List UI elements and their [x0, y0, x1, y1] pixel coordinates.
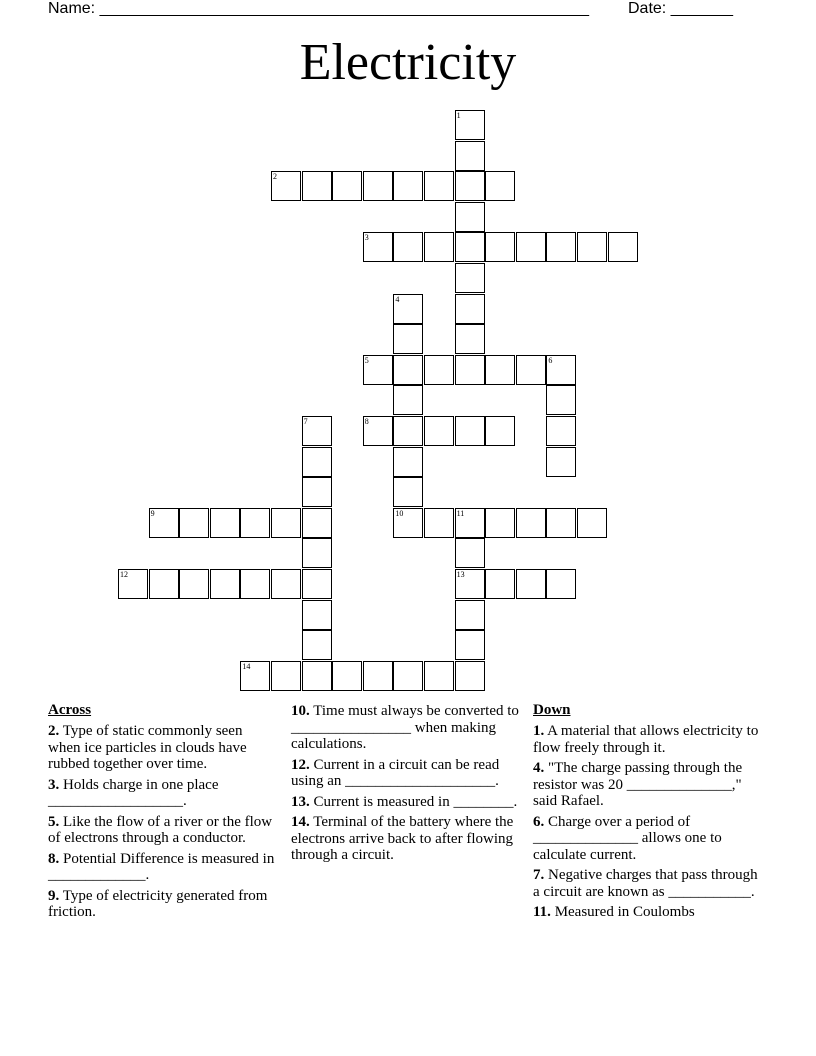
grid-cell[interactable]	[393, 416, 423, 446]
clue-text: Terminal of the battery where the electrons arrive back to after flowing through a circuit.	[291, 814, 514, 863]
grid-cell[interactable]	[332, 661, 362, 691]
grid-cell[interactable]	[393, 171, 423, 201]
across-clue	[291, 814, 523, 864]
clue-number-label: 8.	[48, 850, 60, 867]
grid-cell[interactable]	[516, 508, 546, 538]
grid-cell[interactable]	[302, 477, 332, 507]
clue-text: Type of electricity generated from friction.	[48, 887, 268, 920]
down-clue-list	[533, 723, 761, 921]
down-clue	[533, 723, 761, 756]
clue-number: 6	[548, 355, 553, 365]
clue-number-label: 10.	[291, 703, 310, 719]
grid-cell[interactable]	[393, 294, 423, 324]
grid-cell[interactable]	[455, 294, 485, 324]
across-clue	[48, 777, 276, 810]
grid-cell[interactable]	[516, 232, 546, 262]
clue-text: Potential Difference is measured in _____________.	[48, 850, 275, 883]
clue-number: 9	[150, 508, 155, 518]
grid-cell[interactable]	[302, 630, 332, 660]
grid-cell[interactable]	[393, 232, 423, 262]
grid-cell[interactable]	[608, 232, 638, 262]
across-clue	[291, 794, 523, 811]
across-clue	[48, 723, 276, 773]
grid-cell[interactable]	[455, 569, 485, 599]
clue-number: 8	[364, 417, 369, 426]
grid-cell[interactable]	[546, 232, 576, 262]
clue-text: "The charge passing through the resistor was 20 ______________," said Rafael.	[533, 760, 743, 809]
grid-cell[interactable]	[302, 416, 332, 446]
clue-text: Measured in Coulombs	[550, 904, 695, 920]
grid-cell[interactable]	[302, 538, 332, 568]
grid-cell[interactable]	[577, 508, 607, 538]
clue-number-label: 11.	[533, 904, 551, 920]
grid-cell[interactable]	[546, 385, 576, 415]
grid-cell[interactable]	[424, 661, 454, 691]
clue-number: 13	[456, 570, 465, 579]
clue-number-label: 12.	[291, 756, 310, 773]
clue-number: 14	[242, 661, 251, 671]
clue-number: 1	[456, 111, 461, 120]
clue-text: Negative charges that pass through a circuit are known as ___________.	[533, 867, 758, 900]
grid-cell[interactable]	[546, 508, 576, 538]
grid-cell[interactable]	[455, 110, 485, 140]
grid-cell[interactable]	[393, 661, 423, 691]
name-field[interactable]: Name: _______________________________________________________	[48, 0, 589, 17]
grid-cell[interactable]	[424, 416, 454, 446]
across-clue	[291, 703, 523, 753]
grid-cell[interactable]	[302, 600, 332, 630]
grid-cell[interactable]	[516, 569, 546, 599]
grid-cell[interactable]	[485, 416, 515, 446]
grid-cell[interactable]	[546, 416, 576, 446]
grid-cell[interactable]	[393, 508, 423, 538]
grid-cell[interactable]	[302, 508, 332, 538]
down-clue	[533, 760, 761, 810]
clue-number-label: 7.	[533, 867, 545, 883]
grid-cell[interactable]	[118, 569, 148, 599]
clue-number: 5	[364, 355, 369, 365]
clue-number: 10	[395, 508, 404, 518]
grid-cell[interactable]	[149, 569, 179, 599]
clue-text: Current is measured in ________.	[309, 793, 518, 810]
grid-cell[interactable]	[363, 171, 393, 201]
grid-cell[interactable]	[393, 324, 423, 354]
grid-cell[interactable]	[577, 232, 607, 262]
grid-cell[interactable]	[240, 508, 270, 538]
clue-number: 12	[120, 570, 128, 579]
clue-text: Type of static commonly seen when ice particles in clouds have rubbed together over time.	[48, 723, 247, 772]
clue-text: Holds charge in one place __________________.	[48, 776, 219, 809]
clue-number: 7	[303, 417, 308, 426]
grid-cell[interactable]	[546, 447, 576, 477]
grid-cell[interactable]	[455, 600, 485, 630]
page-title: Electricity	[299, 34, 517, 91]
down-clue	[533, 904, 761, 921]
across-clue	[48, 814, 276, 847]
grid-cell[interactable]	[546, 569, 576, 599]
grid-cell[interactable]	[393, 355, 423, 385]
grid-cell[interactable]	[271, 171, 301, 201]
clue-number-label: 6.	[533, 813, 545, 830]
grid-cell[interactable]	[363, 232, 393, 262]
clue-number: 11	[456, 508, 465, 518]
grid-cell[interactable]	[210, 569, 240, 599]
clue-number: 4	[395, 294, 400, 304]
down-heading: Down	[533, 702, 571, 718]
grid-cell[interactable]	[424, 355, 454, 385]
date-field[interactable]: Date: _______	[628, 0, 733, 17]
down-clue	[533, 867, 761, 900]
grid-cell[interactable]	[149, 508, 179, 538]
grid-cell[interactable]	[455, 232, 485, 262]
grid-cell[interactable]	[485, 355, 515, 385]
clue-number-label: 5.	[48, 813, 60, 830]
grid-cell[interactable]	[455, 630, 485, 660]
clue-text: Like the flow of a river or the flow of electrons through a conductor.	[48, 813, 273, 846]
grid-cell[interactable]	[455, 141, 485, 171]
grid-cell[interactable]	[302, 661, 332, 691]
clue-text: Charge over a period of ______________ allows one to calculate current.	[533, 813, 722, 863]
grid-cell[interactable]	[302, 171, 332, 201]
clue-text: Current in a circuit can be read using an ____________________.	[291, 756, 500, 789]
grid-cell[interactable]	[546, 355, 576, 385]
clue-number: 3	[364, 233, 369, 243]
grid-cell[interactable]	[179, 508, 209, 538]
grid-cell[interactable]	[393, 385, 423, 415]
grid-cell[interactable]	[240, 661, 270, 691]
grid-cell[interactable]	[516, 355, 546, 385]
grid-cell[interactable]	[455, 538, 485, 568]
clue-number-label: 1.	[533, 723, 545, 739]
grid-cell[interactable]	[424, 232, 454, 262]
across-clue-list-continued	[291, 703, 523, 864]
clue-number-label: 9.	[48, 887, 60, 904]
grid-cell[interactable]	[302, 569, 332, 599]
grid-cell[interactable]	[393, 447, 423, 477]
grid-cell[interactable]	[363, 355, 393, 385]
grid-cell[interactable]	[271, 508, 301, 538]
clue-text: Time must always be converted to ________________ when making calculations.	[291, 703, 519, 752]
grid-cell[interactable]	[455, 263, 485, 293]
grid-cell[interactable]	[363, 416, 393, 446]
grid-cell[interactable]	[455, 202, 485, 232]
clue-number-label: 14.	[291, 814, 310, 830]
grid-cell[interactable]	[455, 171, 485, 201]
across-clues	[48, 702, 276, 925]
grid-cell[interactable]	[179, 569, 209, 599]
grid-cell[interactable]	[424, 171, 454, 201]
grid-cell[interactable]	[485, 232, 515, 262]
grid-cell[interactable]	[332, 171, 362, 201]
clue-text: A material that allows electricity to flow freely through it.	[533, 723, 759, 756]
across-heading: Across	[48, 702, 92, 718]
grid-cell[interactable]	[455, 355, 485, 385]
grid-cell[interactable]	[210, 508, 240, 538]
grid-cell[interactable]	[393, 477, 423, 507]
across-clue	[48, 888, 276, 921]
clue-number-label: 2.	[48, 723, 60, 739]
grid-cell[interactable]	[424, 508, 454, 538]
grid-cell[interactable]	[271, 569, 301, 599]
grid-cell[interactable]	[302, 447, 332, 477]
grid-cell[interactable]	[240, 569, 270, 599]
across-clue	[291, 757, 523, 790]
grid-cell[interactable]	[455, 661, 485, 691]
grid-cell[interactable]	[485, 508, 515, 538]
grid-cell[interactable]	[485, 569, 515, 599]
down-clues	[533, 702, 761, 925]
down-clue	[533, 814, 761, 864]
grid-cell[interactable]	[485, 171, 515, 201]
clue-number-label: 13.	[291, 793, 310, 810]
across-clue-list	[48, 723, 276, 921]
grid-cell[interactable]	[455, 416, 485, 446]
grid-cell[interactable]	[271, 661, 301, 691]
clue-number: 2	[273, 172, 277, 182]
grid-cell[interactable]	[363, 661, 393, 691]
grid-cell[interactable]	[455, 324, 485, 354]
clue-number-label: 3.	[48, 776, 60, 793]
grid-cell[interactable]	[455, 508, 485, 538]
clue-number-label: 4.	[533, 760, 545, 776]
across-clues-continued	[291, 703, 523, 868]
across-clue	[48, 851, 276, 884]
